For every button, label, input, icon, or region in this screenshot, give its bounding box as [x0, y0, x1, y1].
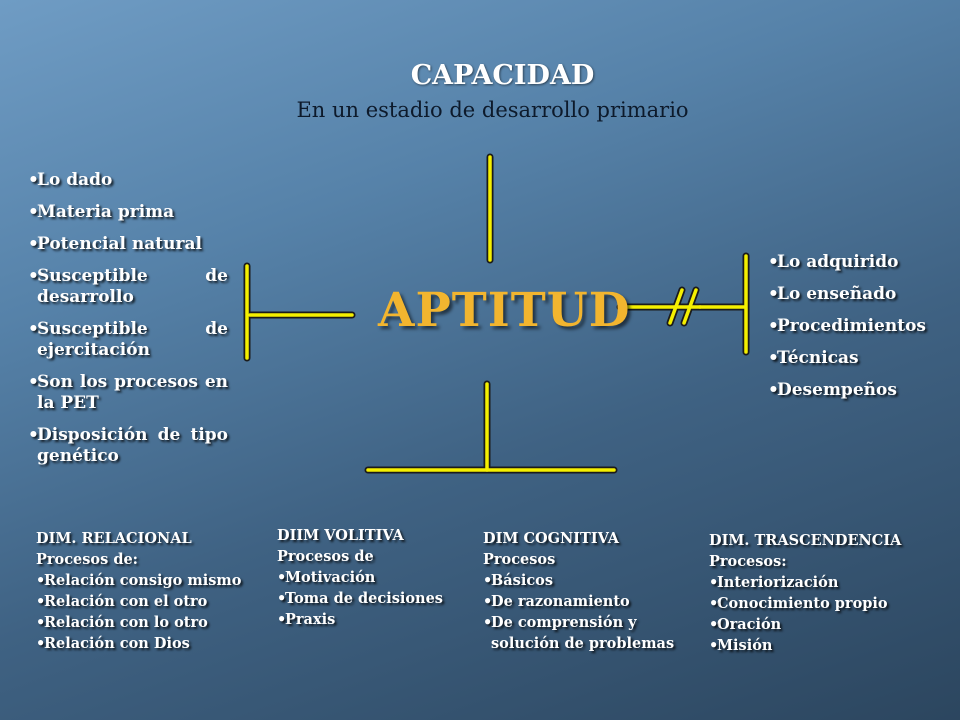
right-list-item: • Desempeños: [768, 380, 948, 400]
center-concept: APTITUD: [378, 283, 631, 338]
dimension-item: • Relación con Dios: [36, 633, 266, 654]
right-list: [768, 252, 948, 412]
right-list-item: • Lo enseñado: [768, 284, 948, 304]
dimension-heading: DIM. TRASCENDENCIA: [709, 532, 902, 549]
dimension-item: • Oración: [709, 614, 949, 635]
dimension-subheading: Procesos:: [709, 553, 787, 570]
dimension-item: • Misión: [709, 635, 949, 656]
dimension-item: • Relación con lo otro: [36, 612, 266, 633]
right-list-item: • Técnicas: [768, 348, 948, 368]
left-list-item: • Disposición de tipo genético: [28, 425, 228, 467]
dimension-item: • Relación con el otro: [36, 591, 266, 612]
left-list-item: • Materia prima: [28, 202, 228, 223]
dimension-item: • Praxis: [277, 609, 477, 630]
right-list-item: • Lo adquirido: [768, 252, 948, 272]
dimension-heading: DIM. RELACIONAL: [36, 530, 192, 547]
left-list-item: • Susceptible de ejercitación: [28, 319, 228, 361]
dimension-heading: DIM COGNITIVA: [483, 530, 619, 547]
left-list-item: • Potencial natural: [28, 234, 228, 255]
left-list-item: • Susceptible de desarrollo: [28, 266, 228, 308]
slide-subtitle: En un estadio de desarrollo primario: [296, 98, 689, 122]
right-list-item: • Procedimientos: [768, 316, 948, 336]
dimension-item: • Motivación: [277, 567, 477, 588]
dimension-item: • De comprensión y solución de problemas: [483, 612, 693, 654]
left-list-item: • Son los procesos en la PET: [28, 372, 228, 414]
dimension-relacional: [36, 528, 266, 654]
dimension-trascendencia: [709, 530, 949, 656]
dimension-subheading: Procesos de: [277, 548, 374, 565]
dimension-subheading: Procesos de:: [36, 551, 139, 568]
dimension-item: • De razonamiento: [483, 591, 693, 612]
dimension-item: • Básicos: [483, 570, 693, 591]
dimension-item: • Toma de decisiones: [277, 588, 477, 609]
left-list-item: • Lo dado: [28, 170, 228, 191]
dimension-item: • Conocimiento propio: [709, 593, 949, 614]
slide-title: CAPACIDAD: [410, 60, 595, 91]
dimension-heading: DIIM VOLITIVA: [277, 527, 404, 544]
dimension-subheading: Procesos: [483, 551, 556, 568]
dimension-volitiva: [277, 525, 477, 630]
left-list: [28, 170, 228, 478]
dimension-cognitiva: [483, 528, 693, 654]
dimension-item: • Relación consigo mismo: [36, 570, 266, 591]
dimension-item: • Interiorización: [709, 572, 949, 593]
